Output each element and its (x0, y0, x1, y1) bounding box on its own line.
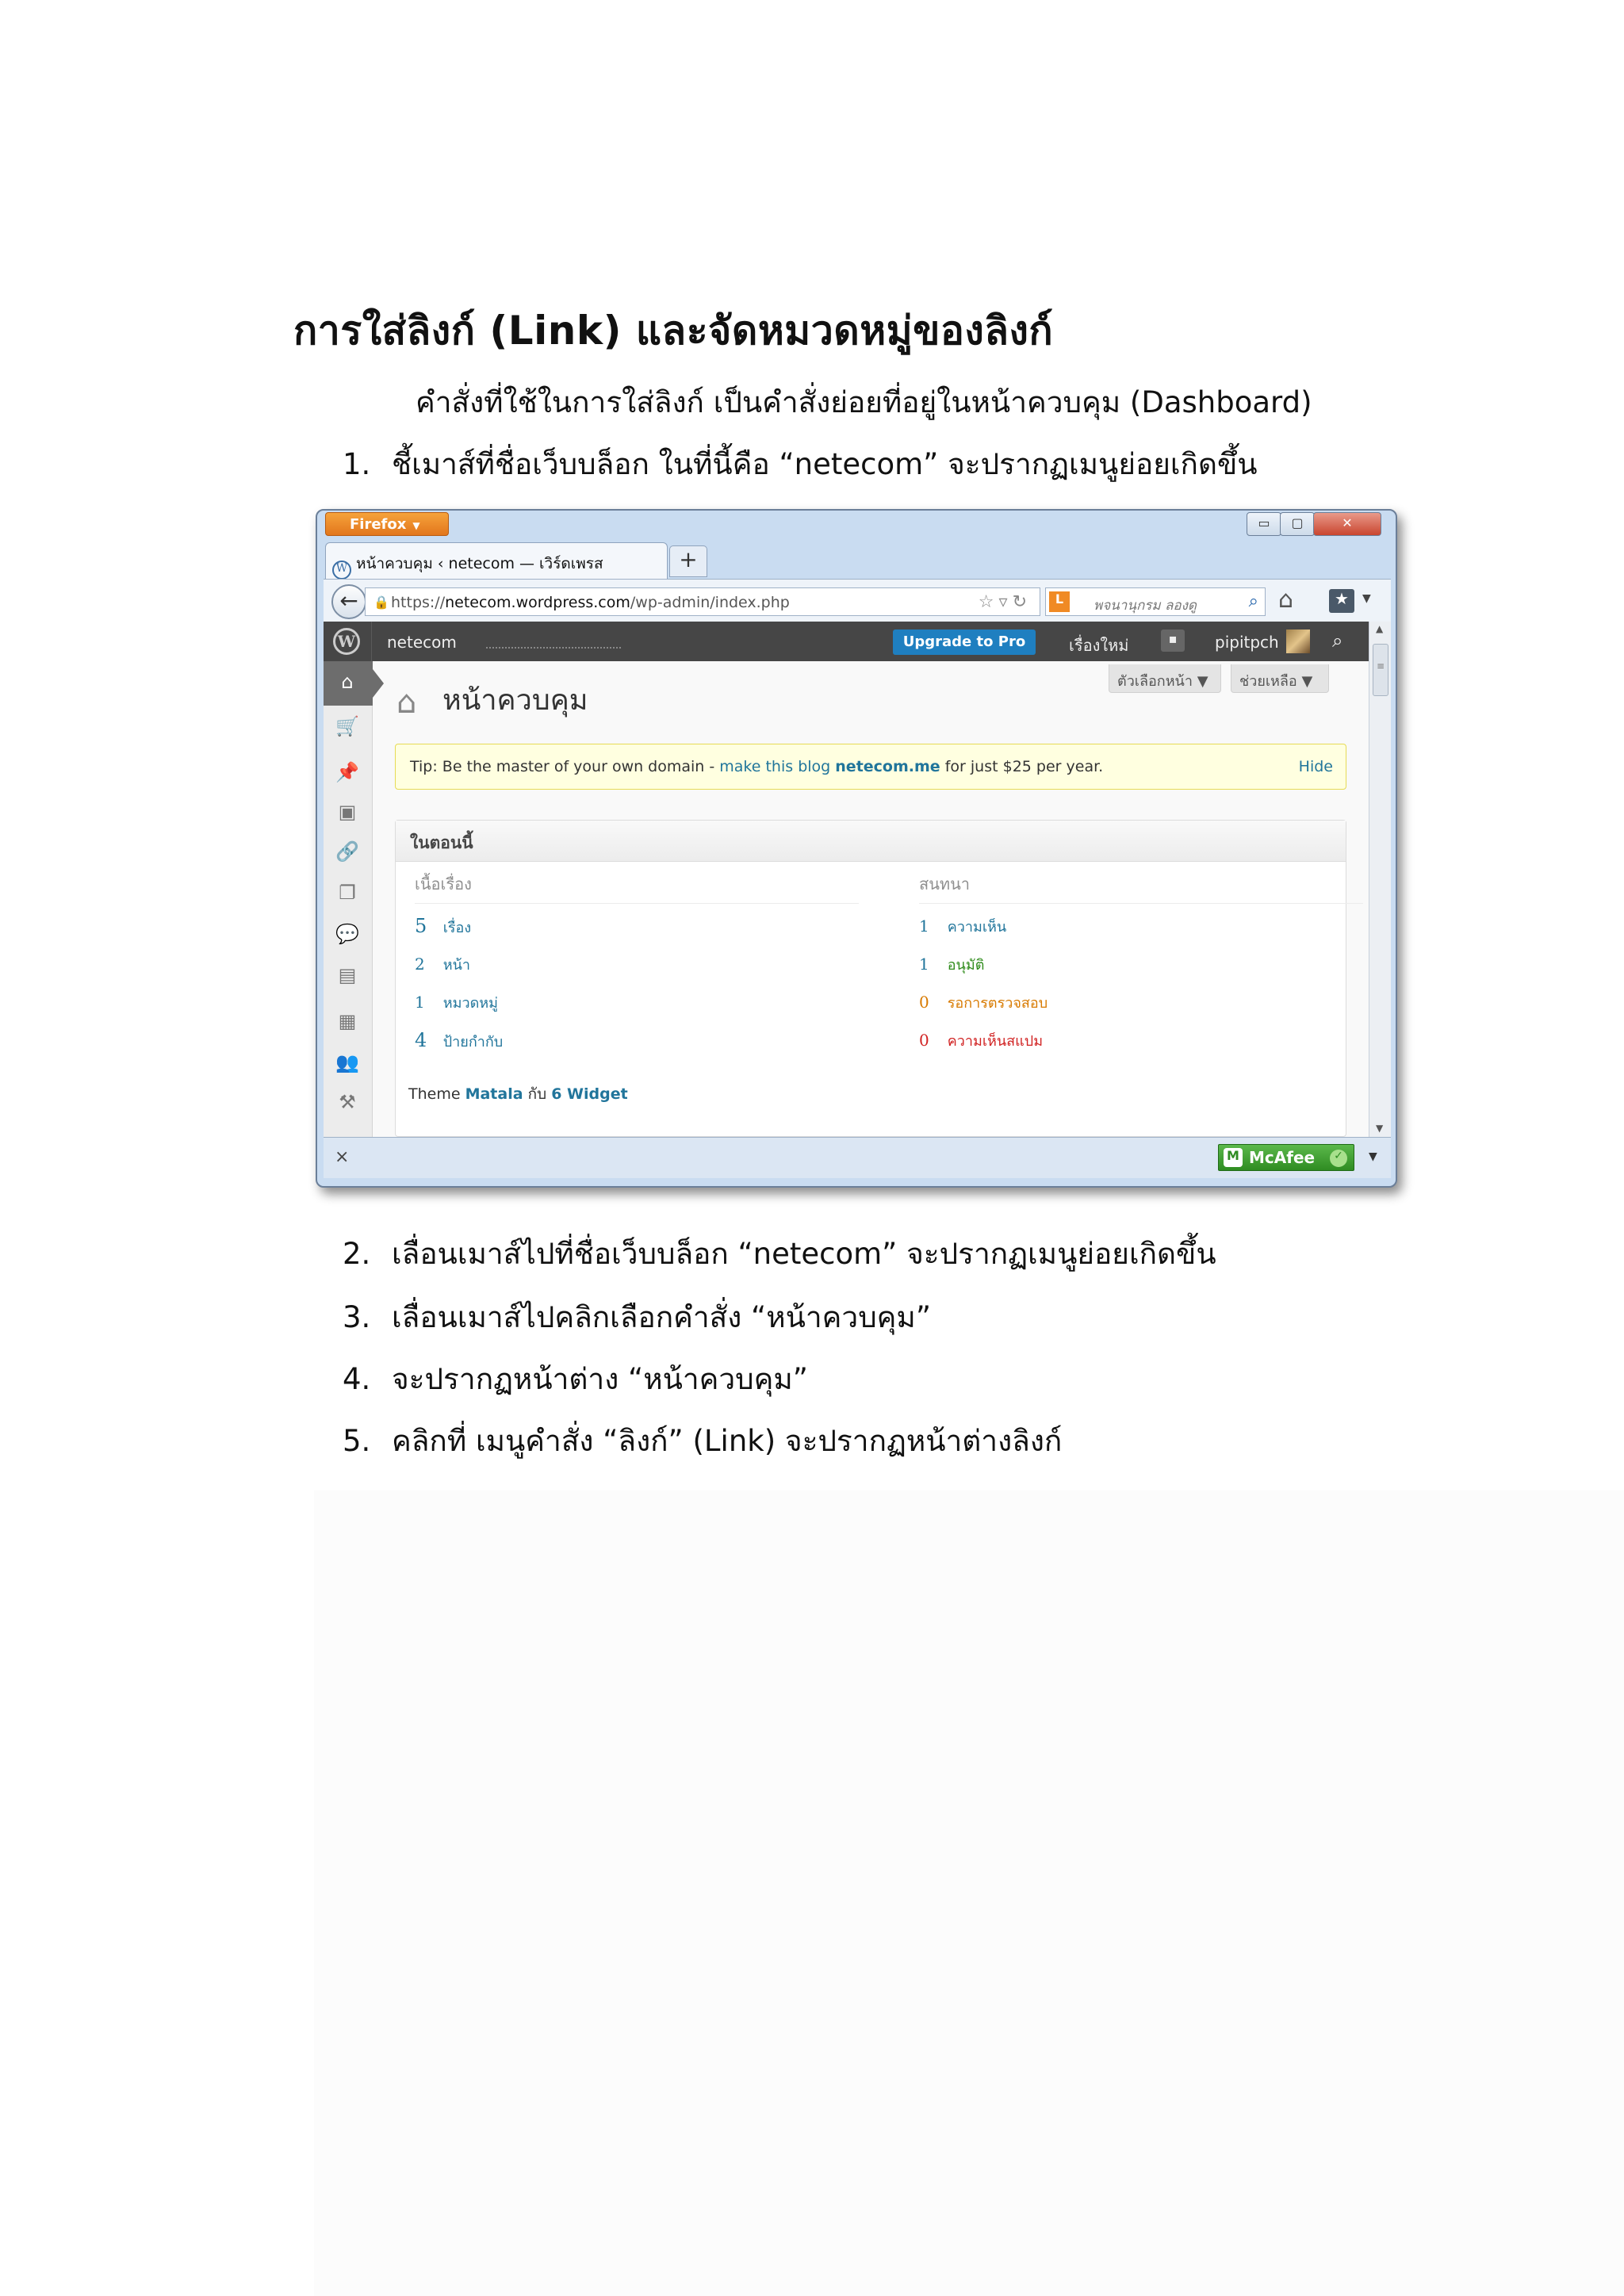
step-number: 4. (343, 1362, 371, 1396)
document-title: การใส่ลิงก์ (Link) และจัดหมวดหมู่ของลิงก์ (293, 308, 1054, 354)
list-item[interactable]: 4 ป้ายกำกับ (415, 1029, 504, 1051)
home-icon[interactable]: ⌂ (341, 671, 354, 693)
bookmark-star-icon[interactable]: ☆▿↻ (978, 592, 1032, 612)
minimize-button[interactable]: ▭ (1247, 512, 1281, 536)
list-item[interactable]: 1 อนุมัติ (919, 955, 985, 974)
notification-icon[interactable]: ▪ (1161, 629, 1185, 652)
vertical-scrollbar[interactable] (1369, 622, 1391, 1137)
page-content (324, 622, 1391, 1137)
right-now-box (395, 820, 1346, 1137)
close-addon-bar-button[interactable]: × (335, 1147, 350, 1167)
step-number: 5. (343, 1424, 371, 1458)
avatar[interactable] (1286, 629, 1310, 653)
search-engine-icon[interactable]: L (1049, 591, 1070, 612)
page-background (314, 1490, 1624, 2296)
maximize-button[interactable]: ▢ (1280, 512, 1315, 536)
step-text: เลื่อนเมาส์ไปคลิกเลือกคำสั่ง “หน้าควบคุม” (392, 1300, 931, 1334)
tools-icon[interactable]: ⚒ (339, 1091, 356, 1113)
list-item[interactable]: 0 รอการตรวจสอบ (919, 993, 1048, 1012)
link-icon[interactable]: 🔗 (335, 840, 359, 863)
step-1 (343, 441, 1258, 488)
firefox-menu-button[interactable]: Firefox ▼ (325, 512, 449, 536)
divider (486, 647, 621, 649)
appearance-icon[interactable]: ▦ (338, 1010, 357, 1032)
wordpress-favicon-icon: W (332, 561, 351, 580)
back-arrow-icon[interactable]: ← (331, 584, 366, 619)
intro-text: คำสั่งที่ใช้ในการใส่ลิงก์ เป็นคำสั่งย่อยที่อยู่ในหน้าควบคุม (Dashboard) (416, 385, 1312, 419)
divider (371, 622, 372, 661)
new-tab-button[interactable]: + (669, 545, 707, 577)
mcafee-logo-icon: M (1224, 1148, 1243, 1167)
step-3 (343, 1294, 931, 1341)
list-item[interactable]: 0 ความเห็นสแปม (919, 1031, 1044, 1050)
column-heading: เนื้อเรื่อง (415, 871, 859, 904)
column-heading: สนทนา (919, 871, 1363, 904)
page-title: ⌂ หน้าควบคุม (396, 684, 588, 721)
tip-domain-link[interactable]: netecom.me (835, 758, 940, 775)
status-bar (324, 1137, 1391, 1178)
user-menu[interactable]: pipitpch (1215, 633, 1279, 652)
tip-notice: Tip: Be the master of your own domain - make this blog netecom.me for just $25 per year. Hide (395, 744, 1346, 790)
users-icon[interactable]: 👥 (335, 1051, 359, 1073)
step-text: คลิกที่ เมนูคำสั่ง “ลิงก์” (Link) จะปรากฏหน้าต่างลิงก์ (392, 1424, 1063, 1458)
browser-tab[interactable] (325, 542, 668, 579)
box-heading: ในตอนนี้ (396, 821, 1346, 862)
url-bar[interactable]: 🔒 https://netecom.wordpress.com/wp-admin/index.php ☆▿↻ (365, 587, 1040, 616)
upgrade-button[interactable]: Upgrade to Pro (893, 629, 1036, 655)
tab-title: หน้าควบคุม ‹ netecom — เวิร์ดเพรส (356, 555, 603, 572)
home-icon[interactable]: ⌂ (1278, 586, 1294, 614)
comments-icon[interactable]: 💬 (335, 923, 359, 945)
scroll-thumb[interactable]: ≡ (1373, 644, 1388, 696)
step-text: จะปรากฏหน้าต่าง “หน้าควบคุม” (392, 1362, 808, 1396)
step-number: 1. (343, 447, 371, 481)
wordpress-logo-icon[interactable]: W (333, 628, 360, 655)
mcafee-badge[interactable]: M McAfee ✓ (1218, 1144, 1354, 1171)
tip-link[interactable]: make this blog (719, 758, 831, 775)
feedback-icon[interactable]: ▤ (338, 964, 357, 986)
list-item[interactable]: 5 เรื่อง (415, 915, 472, 937)
search-icon[interactable]: ⌕ (1248, 591, 1258, 611)
help-button[interactable]: ช่วยเหลือ ▼ (1231, 664, 1329, 693)
theme-info: Theme Matala กับ 6 Widget (408, 1085, 628, 1103)
widgets-link[interactable]: 6 Widget (551, 1085, 628, 1103)
search-input[interactable]: L พจนานุกรม ลองดู ⌕ (1045, 587, 1266, 616)
theme-link[interactable]: Matala (465, 1085, 523, 1103)
list-item[interactable]: 2 หน้า (415, 955, 471, 974)
chevron-down-icon[interactable]: ▼ (1369, 1150, 1377, 1163)
step-text: เลื่อนเมาส์ไปที่ชื่อเว็บบล็อก “netecom” จะปรากฏเมนูย่อยเกิดขึ้น (392, 1237, 1216, 1271)
chevron-down-icon[interactable]: ▼ (1362, 592, 1371, 605)
list-item[interactable]: 1 หมวดหมู่ (415, 993, 498, 1012)
pin-icon[interactable]: 📌 (335, 761, 359, 783)
check-icon: ✓ (1330, 1150, 1347, 1167)
step-number: 3. (343, 1300, 371, 1334)
scroll-up-icon[interactable]: ▲ (1376, 623, 1384, 634)
navigation-bar (324, 579, 1391, 622)
lock-icon: 🔒 (373, 595, 389, 610)
step-5 (343, 1418, 1062, 1464)
bookmarks-icon[interactable]: ★ (1329, 589, 1354, 613)
step-number: 2. (343, 1237, 371, 1271)
site-name-link[interactable]: netecom (387, 633, 457, 652)
hide-tip-link[interactable]: Hide (1298, 758, 1333, 775)
discussion-column (919, 871, 1363, 1067)
close-window-button[interactable]: ✕ (1313, 512, 1381, 536)
dashboard-home-icon: ⌂ (396, 684, 417, 721)
new-post-link[interactable]: เรื่องใหม่ (1069, 636, 1129, 655)
pages-icon[interactable]: ❐ (339, 882, 356, 904)
list-item[interactable]: 1 ความเห็น (919, 916, 1007, 936)
step-4 (343, 1356, 808, 1402)
search-icon[interactable]: ⌕ (1332, 629, 1343, 652)
wp-admin-bar (324, 622, 1369, 661)
scroll-down-icon[interactable]: ▼ (1376, 1123, 1384, 1134)
screen-options-button[interactable]: ตัวเลือกหน้า ▼ (1109, 664, 1221, 693)
step-text: ชี้เมาส์ที่ชื่อเว็บบล็อก ในที่นี้คือ “netecom” จะปรากฏเมนูย่อยเกิดขึ้น (392, 447, 1258, 481)
admin-sidebar (324, 661, 373, 1137)
cart-icon[interactable]: 🛒 (335, 715, 359, 737)
content-column (415, 871, 859, 1067)
step-2 (343, 1230, 1216, 1277)
media-icon[interactable]: ▣ (338, 801, 357, 823)
browser-window (316, 509, 1397, 1188)
